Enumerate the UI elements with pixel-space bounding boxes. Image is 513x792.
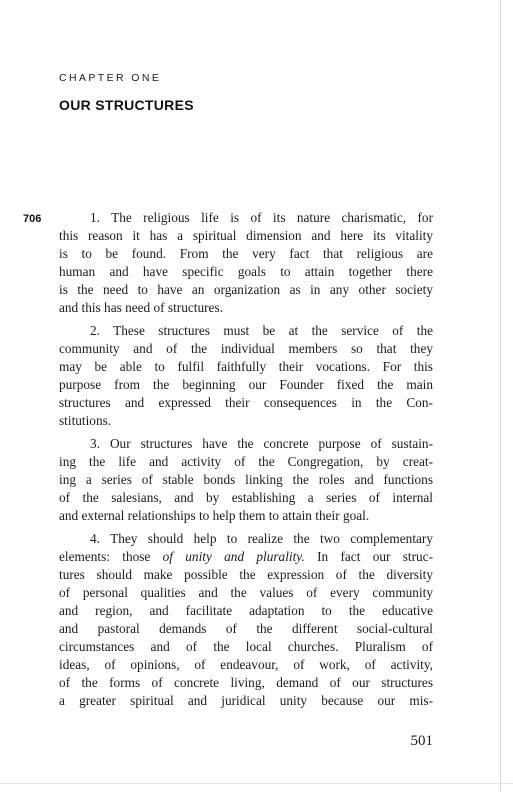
text-line: community and of the individual members so that they	[59, 341, 433, 356]
page-edge-bottom	[0, 783, 513, 784]
page-number: 501	[410, 733, 433, 749]
text-fragment: elements: those	[59, 549, 163, 564]
text-line: ideas, of opinions, of endeavour, of work, of activity,	[59, 657, 433, 672]
text-line: this reason it has a spiritual dimension and here its vitality	[59, 228, 433, 243]
body-text	[59, 209, 433, 715]
text-line: ing a series of stable bonds linking the roles and functions	[59, 472, 433, 487]
text-line: tures should make possible the expression of the diversity	[59, 567, 433, 582]
text-line: circumstances and of the local churches. Pluralism of	[59, 639, 433, 654]
text-line: is to be found. From the very fact that religious are	[59, 246, 433, 261]
paragraph-4	[59, 530, 433, 710]
text-line: and this has need of structures.	[59, 300, 223, 315]
text-line: of the forms of concrete living, demand of our structures	[59, 675, 433, 690]
text-line-with-emphasis	[59, 548, 433, 566]
text-line: ing the life and activity of the Congregation, by creat-	[59, 454, 433, 469]
text-line: human and have specific goals to attain together there	[59, 264, 433, 279]
paragraph-1	[59, 209, 433, 317]
paragraph-3	[59, 435, 433, 525]
text-line: and pastoral demands of the different social-cultural	[59, 621, 433, 636]
margin-reference-number: 706	[23, 213, 42, 225]
text-line: 4. They should help to realize the two complementary	[90, 531, 433, 546]
text-line: structures and expressed their consequences in the Con-	[59, 395, 433, 410]
text-line: and external relationships to help them to attain their goal.	[59, 508, 370, 523]
page-edge-right	[500, 0, 501, 792]
text-line: is the need to have an organization as in any other society	[59, 282, 433, 297]
paragraph-2	[59, 322, 433, 430]
text-line: stitutions.	[59, 413, 112, 428]
chapter-label: CHAPTER ONE	[59, 72, 162, 84]
chapter-title: OUR STRUCTURES	[59, 97, 194, 113]
text-line: purpose from the beginning our Founder fixed the main	[59, 377, 433, 392]
text-line: a greater spiritual and juridical unity because our mis-	[59, 693, 433, 708]
text-line: 1. The religious life is of its nature charismatic, for	[90, 210, 433, 225]
text-fragment: In fact our struc-	[304, 549, 433, 564]
text-line: of personal qualities and the values of every community	[59, 585, 433, 600]
emphasis-text: of unity and plurality.	[162, 549, 305, 564]
text-line: 2. These structures must be at the service of the	[90, 323, 433, 338]
text-line: and region, and facilitate adaptation to the educative	[59, 603, 433, 618]
text-line: may be able to fulfil faithfully their vocations. For this	[59, 359, 433, 374]
text-line: of the salesians, and by establishing a series of internal	[59, 490, 433, 505]
text-line: 3. Our structures have the concrete purpose of sustain-	[90, 436, 433, 451]
